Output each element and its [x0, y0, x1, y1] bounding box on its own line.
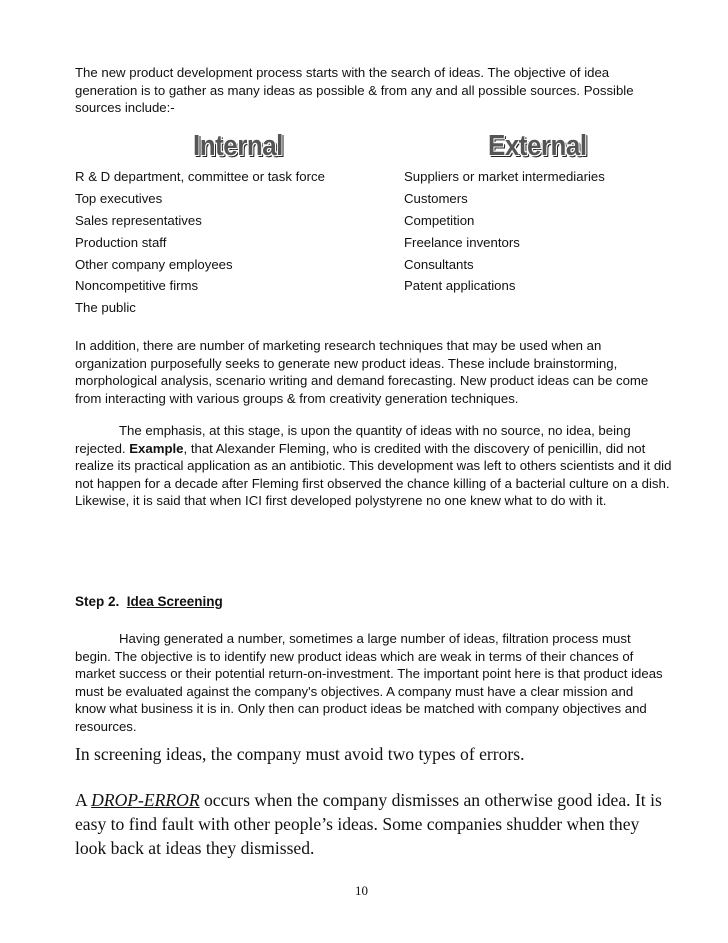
internal-source-item: R & D department, committee or task force: [75, 169, 325, 184]
internal-source-item: Sales representatives: [75, 212, 202, 228]
drop-error-definition: occurs when the company dismisses an otherwise good idea. It is easy to find fault with other people’s ideas. Some companies shudder when they look back at ideas they dismissed.: [75, 790, 662, 858]
emphasis-text-start: The emphasis, at this stage, is upon the quantity of ideas with no source, no idea, being rejected.: [75, 423, 631, 456]
drop-error-paragraph: [75, 788, 665, 860]
internal-sources-list: [75, 168, 395, 321]
internal-heading: Internal: [193, 128, 283, 162]
external-source-item: Suppliers or market intermediaries: [404, 169, 605, 184]
screening-paragraph: [75, 630, 665, 735]
screening-text: Having generated a number, sometimes a large number of ideas, filtration process must begin. The objective is to identify new product ideas which are weak in terms of their chances of market success or their potential return-on-investment. The important point here is that product ideas must be evaluated against the company's objectives. A company must have a clear mission and know what business it is in. Only then can product ideas be matched with company objectives and resources.: [75, 631, 663, 734]
external-source-item: Consultants: [404, 256, 474, 272]
external-source-item: Competition: [404, 212, 475, 228]
step-title: Idea Screening: [126, 594, 223, 609]
emphasis-text-end: , that Alexander Fleming, who is credited with the discovery of penicillin, did not realize its practical application as an antibiotic. This development was left to others scientists and it did not happen for a decade after Fleming first observed the chance killing of a bacterial culture on a dish. Likewise, it is said that when ICI first developed polystyrene no one knew what to do with it.: [75, 440, 672, 508]
page-number: 10: [355, 883, 368, 898]
drop-error-prefix: A: [75, 790, 92, 810]
research-techniques-paragraph: In addition, there are number of marketing research techniques that may be used when an organization purposefully seeks to generate new product ideas. These include brainstorming, morphological analysis, scenario writing and demand forecasting. New product ideas can be come from interacting with various groups & from creativity generation techniques.: [75, 338, 649, 406]
external-source-item: Patent applications: [404, 278, 516, 294]
internal-source-item: Other company employees: [75, 256, 233, 272]
internal-source-item: Top executives: [75, 190, 163, 206]
internal-source-item: Noncompetitive firms: [75, 278, 199, 294]
internal-source-item: Production staff: [75, 234, 167, 250]
step-number: Step 2.: [75, 594, 127, 609]
example-label: Example: [129, 440, 184, 456]
emphasis-paragraph: [75, 422, 675, 510]
errors-intro-sentence: In screening ideas, the company must avoid two types of errors.: [75, 744, 525, 764]
drop-error-term: DROP-ERROR: [91, 790, 200, 810]
external-source-item: Customers: [404, 190, 468, 206]
step-heading: [75, 594, 223, 609]
intro-paragraph: The new product development process starts with the search of ideas. The objective of idea generation is to gather as many ideas as possible & from any and all possible sources. Possible sources include:-: [75, 65, 634, 115]
external-source-item: Freelance inventors: [404, 234, 520, 250]
external-heading: External: [488, 128, 587, 162]
internal-source-item: The public: [75, 300, 136, 316]
external-sources-list: [404, 168, 704, 299]
